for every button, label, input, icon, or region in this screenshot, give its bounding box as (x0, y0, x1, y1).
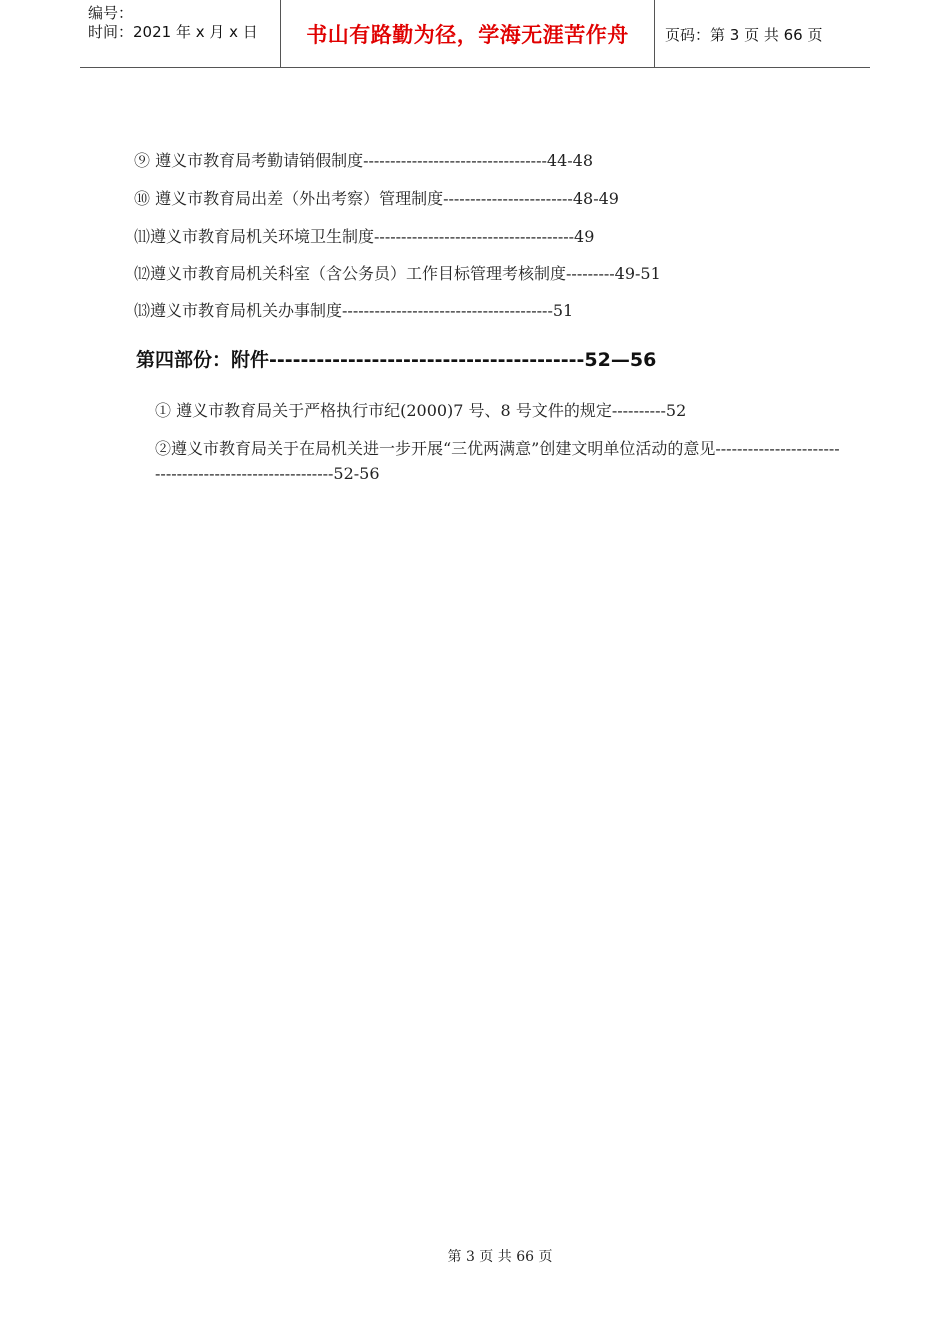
header-meta-cell (80, 0, 281, 68)
page-footer: 第 3 页 共 66 页 (447, 1249, 553, 1265)
toc-item-10: ⑩ 遵义市教育局出差（外出考察）管理制度------------------------48-49 (134, 189, 619, 208)
toc-item-12: ⑿遵义市教育局机关科室（含公务员）工作目标管理考核制度---------49-51 (134, 264, 661, 283)
header-page-code: 页码：第 3 页 共 66 页 (665, 25, 823, 44)
toc-item-11: ⑾遵义市教育局机关环境卫生制度-------------------------------------49 (134, 227, 595, 246)
toc-item-13: ⒀遵义市教育局机关办事制度---------------------------------------51 (134, 301, 574, 320)
page-header (80, 0, 870, 68)
appendix-item-1: ① 遵义市教育局关于严格执行市纪(2000)7 号、8 号文件的规定----------52 (155, 401, 687, 420)
document-date-label: 时间：2021 年 x 月 x 日 (88, 23, 258, 41)
appendix-item-2: ②遵义市教育局关于在局机关进一步开展“三优两满意”创建文明单位活动的意见--------------------------------------------------------52-56 (155, 439, 840, 483)
header-page-cell (655, 0, 870, 68)
document-number-label: 编号： (88, 4, 134, 22)
header-motto-cell (281, 0, 655, 68)
header-motto: 书山有路勤为径，学海无涯苦作舟 (306, 23, 629, 47)
section-heading-appendix: 第四部份：附件----------------------------------------52—56 (136, 349, 657, 371)
toc-item-9: ⑨ 遵义市教育局考勤请销假制度----------------------------------44-48 (134, 151, 594, 170)
